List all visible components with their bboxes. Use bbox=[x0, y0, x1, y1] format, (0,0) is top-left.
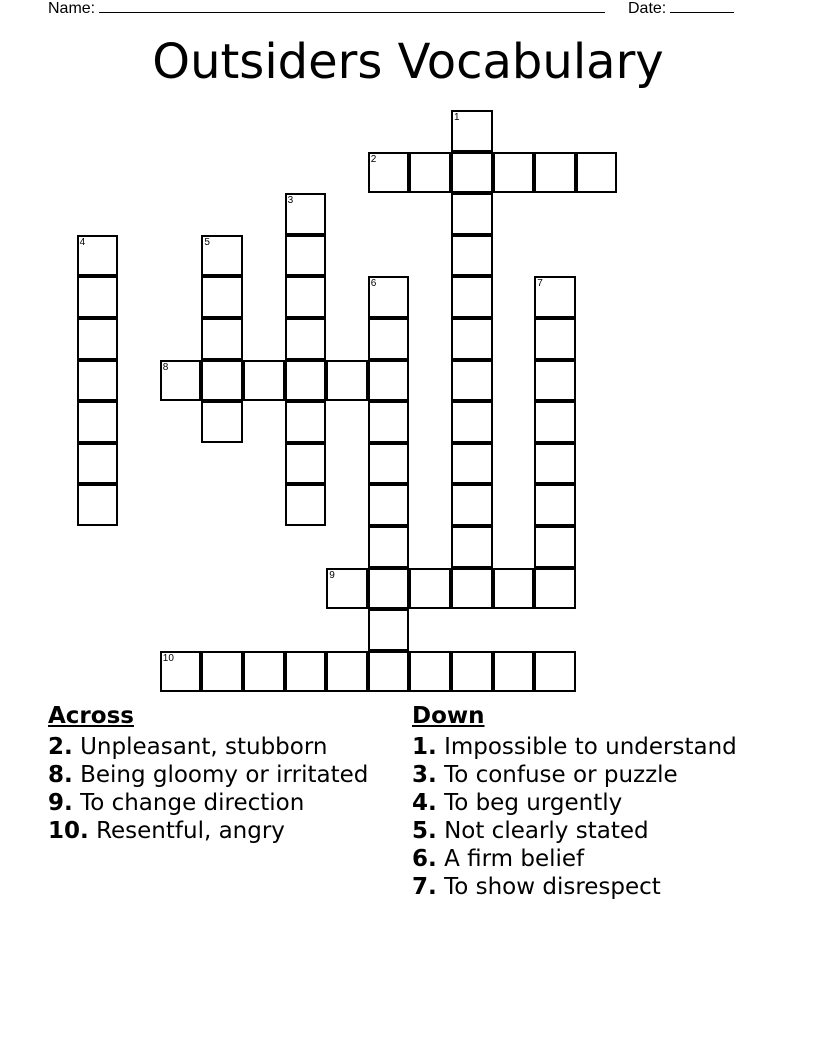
clue-down-5: 5. Not clearly stated bbox=[412, 818, 649, 844]
grid-cell[interactable] bbox=[285, 401, 327, 443]
grid-cell[interactable] bbox=[451, 568, 493, 610]
grid-cell[interactable] bbox=[451, 443, 493, 485]
grid-cell[interactable] bbox=[534, 360, 576, 402]
grid-cell[interactable] bbox=[77, 360, 119, 402]
grid-cell[interactable] bbox=[451, 651, 493, 693]
grid-cell[interactable] bbox=[326, 360, 368, 402]
grid-cell[interactable] bbox=[285, 360, 327, 402]
grid-cell[interactable] bbox=[201, 360, 243, 402]
grid-cell[interactable] bbox=[451, 152, 493, 194]
clue-down-6: 6. A firm belief bbox=[412, 846, 585, 872]
grid-cell[interactable] bbox=[285, 484, 327, 526]
grid-cell[interactable] bbox=[77, 318, 119, 360]
grid-cell[interactable] bbox=[368, 484, 410, 526]
grid-cell[interactable] bbox=[201, 276, 243, 318]
grid-cell[interactable] bbox=[285, 276, 327, 318]
clue-number: 6 bbox=[370, 278, 377, 290]
grid-cell[interactable] bbox=[534, 401, 576, 443]
grid-cell[interactable] bbox=[201, 318, 243, 360]
grid-cell[interactable] bbox=[409, 651, 451, 693]
grid-cell[interactable] bbox=[409, 152, 451, 194]
clue-number: 9 bbox=[329, 569, 335, 581]
grid-cell[interactable] bbox=[77, 484, 119, 526]
clue-down-3: 3. To confuse or puzzle bbox=[412, 762, 678, 788]
grid-cell[interactable] bbox=[243, 360, 285, 402]
page-title: Outsiders Vocabulary bbox=[152, 34, 664, 90]
grid-cell[interactable] bbox=[493, 152, 535, 194]
grid-cell[interactable] bbox=[493, 651, 535, 693]
grid-cell[interactable] bbox=[534, 152, 576, 194]
clue-number: 5 bbox=[204, 236, 210, 248]
grid-cell[interactable] bbox=[451, 276, 493, 318]
grid-cell[interactable] bbox=[285, 651, 327, 693]
grid-cell[interactable] bbox=[285, 443, 327, 485]
clue-across-9: 9. To change direction bbox=[48, 790, 305, 816]
clue-number: 3 bbox=[287, 195, 294, 207]
grid-cell[interactable] bbox=[534, 318, 576, 360]
grid-cell[interactable] bbox=[534, 484, 576, 526]
down-clues bbox=[412, 702, 742, 902]
grid-cell[interactable] bbox=[368, 651, 410, 693]
grid-cell[interactable] bbox=[534, 568, 576, 610]
grid-cell[interactable] bbox=[493, 568, 535, 610]
grid-cell[interactable] bbox=[451, 318, 493, 360]
grid-cell[interactable] bbox=[451, 193, 493, 235]
grid-cell[interactable] bbox=[451, 484, 493, 526]
grid-cell[interactable] bbox=[368, 526, 410, 568]
grid-cell[interactable] bbox=[326, 651, 368, 693]
grid-cell[interactable] bbox=[368, 568, 410, 610]
grid-cell[interactable] bbox=[285, 235, 327, 277]
grid-cell[interactable] bbox=[77, 276, 119, 318]
name-label: Name: bbox=[48, 0, 96, 17]
grid-cell[interactable] bbox=[201, 401, 243, 443]
clue-down-7: 7. To show disrespect bbox=[412, 874, 661, 900]
clue-number: 2 bbox=[370, 153, 377, 165]
grid-cell[interactable] bbox=[368, 443, 410, 485]
grid-cell[interactable] bbox=[451, 401, 493, 443]
date-label: Date: bbox=[628, 0, 667, 17]
grid-cell[interactable] bbox=[368, 401, 410, 443]
clue-number: 8 bbox=[162, 361, 169, 373]
grid-cell[interactable] bbox=[451, 235, 493, 277]
grid-cell[interactable] bbox=[77, 443, 119, 485]
grid-cell[interactable] bbox=[576, 152, 618, 194]
clue-number: 10 bbox=[162, 652, 174, 664]
clue-number: 4 bbox=[79, 236, 86, 248]
grid-cell[interactable] bbox=[534, 443, 576, 485]
grid-cell[interactable] bbox=[201, 651, 243, 693]
clue-across-8: 8. Being gloomy or irritated bbox=[48, 762, 369, 788]
grid-cell[interactable] bbox=[77, 401, 119, 443]
down-heading: Down bbox=[412, 703, 485, 729]
across-clues bbox=[48, 702, 378, 846]
across-heading: Across bbox=[48, 703, 134, 729]
grid-cell[interactable] bbox=[243, 651, 285, 693]
grid-cell[interactable] bbox=[451, 360, 493, 402]
grid-cell[interactable] bbox=[285, 318, 327, 360]
clue-across-2: 2. Unpleasant, stubborn bbox=[48, 734, 328, 760]
grid-cell[interactable] bbox=[534, 651, 576, 693]
clue-across-10: 10. Resentful, angry bbox=[48, 818, 285, 844]
grid-cell[interactable] bbox=[368, 360, 410, 402]
clue-down-4: 4. To beg urgently bbox=[412, 790, 623, 816]
clue-down-1: 1. Impossible to understand bbox=[412, 734, 737, 760]
grid-cell[interactable] bbox=[368, 609, 410, 651]
grid-cell[interactable] bbox=[409, 568, 451, 610]
grid-cell[interactable] bbox=[451, 526, 493, 568]
grid-cell[interactable] bbox=[368, 318, 410, 360]
clue-number: 1 bbox=[454, 112, 460, 123]
grid-cell[interactable] bbox=[534, 526, 576, 568]
clue-number: 7 bbox=[537, 278, 543, 290]
